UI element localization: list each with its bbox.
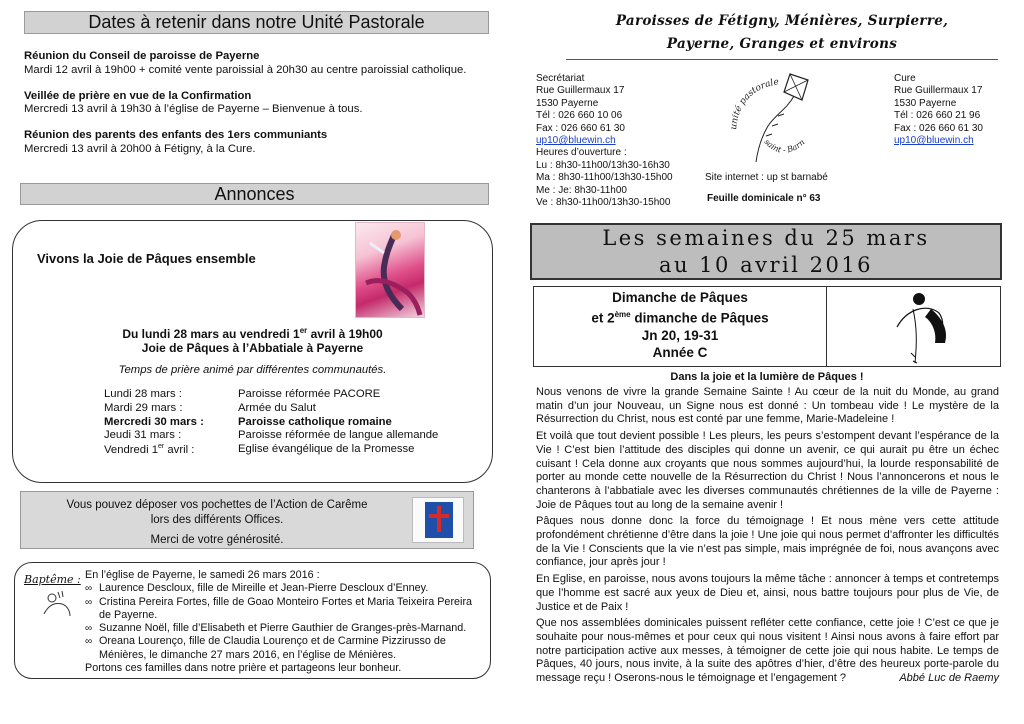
schedule-day: Lundi 28 mars : — [104, 388, 182, 400]
secretariat-line: Secrétariat — [536, 73, 585, 84]
schedule-day-a: Vendredi 1 — [104, 443, 159, 456]
event-title: Réunion des parents des enfants des 1ers communiants — [24, 129, 328, 142]
baptism-icon — [40, 588, 74, 620]
article-paragraph: En Eglise, en paroisse, nous avons toujours la même tâche : annoncer à temps et contretemps que l’homme est sacré aux yeux de Dieu et, ainsi, nous battre toujours pour plus de Vie, de Justice et de Paix ! — [536, 573, 999, 613]
secretariat-email-link[interactable]: up10@bluewin.ch — [536, 135, 616, 147]
schedule-who: Paroisse réformée de langue allemande — [238, 429, 439, 442]
schedule-row — [104, 416, 484, 430]
unite-pastorale-logo — [728, 70, 818, 165]
cure-line: Cure — [894, 73, 916, 84]
header-rule — [566, 59, 998, 60]
careme-pochette-icon — [412, 497, 464, 543]
sunday-line: Dimanche de Pâques — [612, 290, 748, 305]
careme-line: lors des différents Offices. — [150, 514, 284, 526]
easter-painting — [355, 222, 425, 318]
event-text: Mardi 12 avril à 19h00 + comité vente paroissial à 20h30 au centre paroissial catholique. — [24, 63, 467, 76]
easter-title: Vivons la Joie de Pâques ensemble — [37, 251, 256, 266]
logo-text-bottom: saint - Barn — [762, 137, 807, 155]
bapteme-label: Baptême : — [24, 573, 81, 586]
hours-line: Me : Je: 8h30-11h00 — [536, 184, 627, 196]
schedule-row — [104, 402, 484, 416]
weeks-title-line: au 10 avril 2016 — [658, 253, 874, 277]
article-paragraph: Pâques nous donne donc la force du témoignage ! Et nous mène vers cette attitude profondément chrétienne d’être dans la joie ! Une joie qui nous permet d’affronter les difficultés de la Vie ! Conscients que la vie n’est pas simple, mais imprégnée de foi, nous avançons avec confiance, jour après jour ! — [536, 515, 999, 569]
angel-drawing-icon — [827, 287, 1002, 368]
baptemes-content — [85, 569, 483, 675]
hours-label: Heures d’ouverture : — [536, 147, 627, 159]
kite-logo-icon — [728, 70, 818, 165]
secretariat-line: 1530 Payerne — [536, 97, 599, 109]
easter-place: Joie de Pâques à l’Abbatiale à Payerne — [141, 341, 364, 355]
easter-dates-sup: er — [299, 326, 308, 335]
feuille-number: Feuille dominicale n° 63 — [707, 193, 821, 204]
article-last-text: Que nos assemblées dominicales puissent refléter cette confiance, cette joie ! C’est ce que je souhaite pour nous-mêmes et pour ceux qui nous visitent ! Ainsi nous avons à faire effort par notre participation active aux messes, à témoigner de cette joie qui nous habite. Le temps de Pâques, 40 jours, nous invite, à la suite des apôtres d’hier, d’être des heureux porte-parole du message reçu ! Oserons-nous le témoignage et l’engagement ? — [536, 617, 999, 685]
schedule-who: Paroisse réformée PACORE — [238, 388, 381, 400]
secretariat-block — [536, 73, 673, 209]
event-text: Mercredi 13 avril à 20h00 à Fétigny, à la Cure. — [24, 142, 256, 155]
cure-block — [894, 73, 983, 147]
easter-dates-a: Du lundi 28 mars au vendredi 1 — [122, 327, 300, 341]
schedule-day — [104, 443, 238, 458]
schedule-day: Mardi 29 mars : — [104, 401, 183, 414]
list-item: ∞ Laurence Descloux, fille de Mireille et Jean-Pierre Descloux d’Enney. — [85, 582, 483, 595]
article-title: Dans la joie et la lumière de Pâques ! — [670, 371, 864, 383]
hours-line: Ve : 8h30-11h00/13h30-15h00 — [536, 197, 671, 209]
easter-schedule — [104, 388, 484, 458]
events-list — [24, 50, 489, 157]
parishes-line: Paroisses de Fétigny, Ménières, Surpierre, — [615, 13, 949, 29]
schedule-row — [104, 429, 484, 443]
cure-email-link[interactable]: up10@bluewin.ch — [894, 135, 974, 147]
svg-text:unité pastorale — [729, 77, 780, 130]
article-body — [536, 386, 999, 686]
careme-line: Vous pouvez déposer vos pochettes de l’Action de Carême — [66, 499, 368, 511]
weeks-title-line: Les semaines du 25 mars — [602, 226, 930, 250]
sunday-line — [533, 306, 827, 327]
logo-text-top: unité pastorale — [728, 77, 780, 131]
sunday-line: Jn 20, 19-31 — [641, 327, 719, 343]
schedule-day: Mercredi 30 mars : — [104, 415, 204, 428]
schedule-day-b: avril : — [164, 443, 195, 456]
event-title: Réunion du Conseil de paroisse de Payerne — [24, 50, 260, 62]
cure-line: Tél : 026 660 21 96 — [894, 110, 981, 122]
list-item: ∞ Cristina Pereira Fortes, fille de Goao Monteiro Fortes et Maria Teixeira Pereira de Payerne. — [85, 596, 483, 623]
sunday-line2-sup: ème — [614, 310, 631, 319]
weeks-title — [530, 225, 1002, 279]
hours-line: Ma : 8h30-11h00/13h30-15h00 — [536, 172, 673, 184]
schedule-row — [104, 443, 484, 458]
event-title: Veillée de prière en vue de la Confirmation — [24, 89, 252, 102]
sunday-line2-a: et 2 — [591, 310, 615, 326]
careme-line: Merci de votre générosité. — [150, 534, 284, 546]
article-signature: Abbé Luc de Raemy — [899, 672, 999, 685]
event-item — [24, 90, 489, 118]
list-item: ∞ Oreana Lourenço, fille de Claudia Lourenço et de Carmine Pizzirusso de Ménières, le dimanche 27 mars 2016, en l’église de Ménières. — [85, 635, 483, 662]
schedule-who: Eglise évangélique de la Promesse — [238, 443, 415, 456]
hours-line: Lu : 8h30-11h00/13h30-16h30 — [536, 159, 670, 171]
cure-line: Rue Guillermaux 17 — [894, 85, 983, 97]
event-text: Mercredi 13 avril à 19h30 à l’église de Payerne – Bienvenue à tous. — [24, 103, 363, 116]
sunday-line: Année C — [652, 344, 708, 360]
easter-painting-figure — [356, 223, 426, 319]
schedule-row — [104, 388, 484, 402]
event-item — [24, 129, 489, 157]
list-item: ∞ Suzanne Noël, fille d’Elisabeth et Pierre Gauthier de Granges-près-Marnand. — [85, 622, 483, 635]
article-paragraph: Nous venons de vivre la grande Semaine Sainte ! Au cœur de la nuit du Monde, au grand matin d’un jour Nouveau, un Signe nous est donné : Un tombeau vide ! Le mystère de la Résurrection du Christ, nous est conté par une femme, Marie-Madeleine ! — [536, 386, 999, 426]
website-text: Site internet : up st barnabé — [705, 172, 828, 183]
easter-note: Temps de prière animé par différentes communautés. — [118, 364, 387, 376]
baptemes-list — [85, 582, 483, 662]
dates-heading: Dates à retenir dans notre Unité Pastorale — [24, 11, 489, 34]
article-paragraph — [536, 617, 999, 686]
schedule-who: Paroisse catholique romaine — [238, 415, 392, 428]
parishes-line: Payerne, Granges et environs — [666, 36, 898, 52]
schedule-day-sup: er — [158, 443, 165, 451]
parishes-header — [566, 10, 998, 56]
pochette-icon — [413, 498, 465, 544]
event-item — [24, 50, 489, 78]
secretariat-line: Rue Guillermaux 17 — [536, 85, 625, 97]
cure-line: 1530 Payerne — [894, 97, 957, 109]
secretariat-line: Tél : 026 660 10 06 — [536, 110, 623, 122]
sunday-illustration-box — [826, 286, 1001, 367]
baptemes-outro: Portons ces familles dans notre prière et partageons leur bonheur. — [85, 662, 402, 675]
sunday-line2-b: dimanche de Pâques — [630, 310, 769, 326]
annonces-heading: Annonces — [20, 183, 489, 205]
secretariat-line: Fax : 026 660 61 30 — [536, 122, 625, 134]
sunday-text — [533, 289, 827, 361]
baptemes-intro: En l’église de Payerne, le samedi 26 mars 2016 : — [85, 569, 320, 581]
schedule-who: Armée du Salut — [238, 401, 316, 414]
article-paragraph: Et voilà que tout devient possible ! Les pleurs, les peurs s’estompent devant l’espérance de la Vie ! C’est bien l’attitude des disciples qui donne un avenir, ce qui aurait pu être un échec cuisant ! Cela donne aux croyants que nous sommes aujourd’hui, la lourde responsabilité de porter au monde cette nouvelle de la Résurrection du Christ ! Nous l’annoncerons et nous le chanterons à l’abbatiale avec les diverses communautés chrétiennes de la ville de Payerne : Joie de Pâques tout au long de la semaine avenir ! — [536, 430, 999, 511]
schedule-day: Jeudi 31 mars : — [104, 429, 182, 442]
easter-dates-b: avril à 19h00 — [307, 327, 383, 341]
careme-text — [22, 498, 412, 548]
easter-dates — [12, 326, 493, 342]
bapteme-icon — [40, 588, 74, 625]
cure-line: Fax : 026 660 61 30 — [894, 122, 983, 134]
